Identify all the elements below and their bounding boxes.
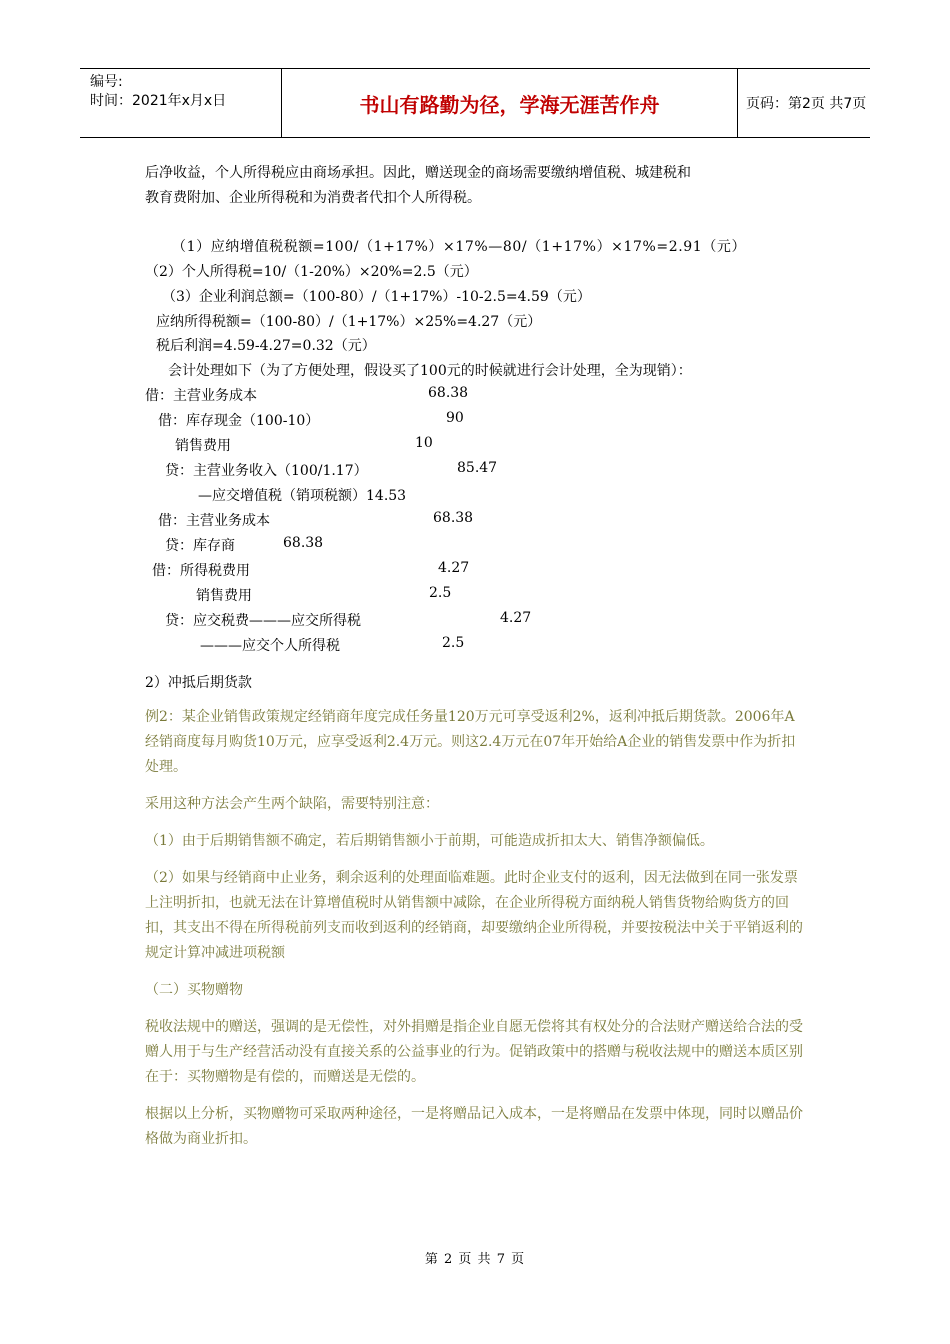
journal-label: 贷：主营业务收入（100/1.17） <box>165 463 368 479</box>
journal-amount: 68.38 <box>428 385 469 401</box>
section-title: 2）冲抵后期货款 <box>145 675 252 691</box>
analysis-paragraph: 根据以上分析，买物赠物可采取两种途径，一是将赠品记入成本，一是将赠品在发票中体现，同时以赠品价格做为商业折扣。 <box>145 1106 803 1147</box>
journal-label: 借：所得税费用 <box>152 563 250 579</box>
number-label: 编号: <box>90 74 123 90</box>
page-header <box>80 68 870 138</box>
calc-line: 应纳所得税额=（100-80）/（1+17%）×25%=4.27（元） <box>156 314 542 330</box>
time-label: 时间：2021年x月x日 <box>90 93 227 109</box>
body-line: 教育费附加、企业所得税和为消费者代扣个人所得税。 <box>145 190 481 206</box>
defects-intro: 采用这种方法会产生两个缺陷，需要特别注意： <box>145 796 439 812</box>
journal-label: 借：主营业务成本 <box>145 388 257 404</box>
journal-amount: 4.27 <box>500 610 532 626</box>
page-footer: 第 2 页 共 7 页 <box>424 1252 526 1267</box>
journal-label: —应交增值税（销项税额）14.53 <box>198 488 407 504</box>
journal-label: 借：库存现金（100-10） <box>158 413 320 429</box>
journal-label: 销售费用 <box>196 588 252 604</box>
gift-paragraph: 税收法规中的赠送，强调的是无偿性，对外捐赠是指企业自愿无偿将其有权处分的合法财产赠送给合法的受赠人用于与生产经营活动没有直接关系的公益事业的行为。促销政策中的搭赠与税收法规中的赠送本质区别在于：买物赠物是有偿的，而赠送是无偿的。 <box>145 1019 803 1085</box>
calc-line: （3）企业利润总额=（100-80）/（1+17%）-10-2.5=4.59（元） <box>162 289 591 305</box>
body-line: 后净收益，个人所得税应由商场承担。因此，赠送现金的商场需要缴纳增值税、城建税和 <box>145 165 691 181</box>
journal-label: 销售费用 <box>175 438 231 454</box>
header-motto: 书山有路勤为径，学海无涯苦作舟 <box>282 69 738 137</box>
section-title-gift: （二）买物赠物 <box>145 982 243 998</box>
journal-amount: 68.38 <box>433 510 474 526</box>
journal-amount: 4.27 <box>438 560 470 576</box>
journal-label: 贷：库存商 <box>165 538 235 554</box>
journal-amount: 68.38 <box>283 535 324 551</box>
journal-amount: 2.5 <box>442 635 465 651</box>
calc-line: 税后利润=4.59-4.27=0.32（元） <box>156 338 376 354</box>
header-page-code: 页码：第2页 共7页 <box>746 96 867 112</box>
calc-line: （1）应纳增值税税额=100/（1+17%）×17%—80/（1+17%）×17%=2.91（元） <box>172 239 747 255</box>
calc-line: 会计处理如下（为了方便处理，假设买了100元的时候就进行会计处理，全为现销）： <box>168 363 692 379</box>
journal-amount: 2.5 <box>429 585 452 601</box>
example-paragraph: 例2：某企业销售政策规定经销商年度完成任务量120万元可享受返利2%，返利冲抵后期货款。2006年A经销商度每月购货10万元，应享受返利2.4万元。则这2.4万元在07年开始给A企业的销售发票中作为折扣处理。 <box>145 709 796 775</box>
journal-label: ———应交个人所得税 <box>200 638 340 654</box>
defect-item-2: （2）如果与经销商中止业务，剩余返利的处理面临难题。此时企业支付的返利，因无法做到在同一张发票上注明折扣，也就无法在计算增值税时从销售额中减除，在企业所得税方面纳税人销售货物给购货方的回扣，其支出不得在所得税前列支而收到返利的经销商，却要缴纳企业所得税，并要按税法中关于平销返利的规定计算冲减进项税额 <box>145 870 803 961</box>
journal-amount: 10 <box>415 435 433 451</box>
journal-label: 借：主营业务成本 <box>158 513 270 529</box>
journal-amount: 90 <box>446 410 464 426</box>
calc-line: （2）个人所得税=10/（1-20%）×20%=2.5（元） <box>145 264 478 280</box>
journal-label: 贷：应交税费———应交所得税 <box>165 613 361 629</box>
header-info <box>80 69 282 137</box>
journal-amount: 85.47 <box>457 460 498 476</box>
defect-item-1: （1）由于后期销售额不确定，若后期销售额小于前期，可能造成折扣太大、销售净额偏低。 <box>145 833 714 849</box>
